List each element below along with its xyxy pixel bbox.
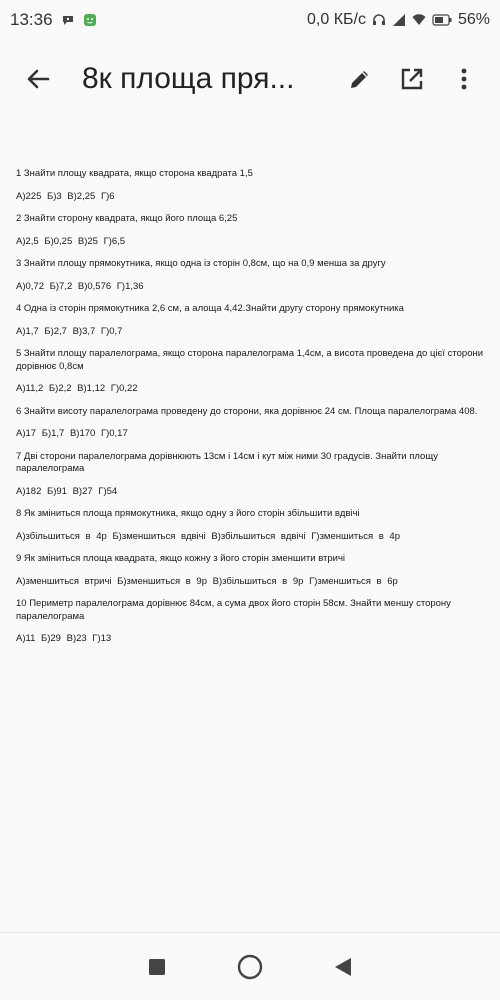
home-button[interactable] [234, 951, 266, 983]
question-text: 9 Як зміниться площа квадрата, якщо кожну з його сторін зменшити втричі [16, 553, 346, 564]
status-bar [0, 0, 500, 40]
answer-options: А)збільшиться в 4р Б)зменшиться вдвічі В)збільшиться вдвічі Г)зменшиться в 4р [16, 530, 401, 542]
app-bar [0, 40, 500, 118]
back-triangle-icon [334, 957, 352, 977]
question-item [8, 406, 492, 441]
answer-options: А)11,2 Б)2,2 В)1,12 Г)0,22 [16, 383, 138, 394]
signal-icon [392, 13, 406, 27]
answer-options: А)2,5 Б)0,25 В)25 Г)6,5 [16, 235, 126, 247]
answer-options: А)182 Б)91 В)27 Г)54 [16, 485, 118, 497]
question-item [8, 348, 492, 396]
open-external-icon [399, 66, 425, 92]
answer-options: А)11 Б)29 В)23 Г)13 [16, 633, 112, 644]
answer-options: А)1,7 Б)2,7 В)3,7 Г)0,7 [16, 325, 123, 337]
question-text: 1 Знайти площу квадрата, якщо сторона квадрата 1,5 [16, 168, 253, 179]
answer-options: А)0,72 Б)7,2 В)0,576 Г)1,36 [16, 280, 144, 292]
more-options-button[interactable] [446, 59, 482, 99]
back-button[interactable] [18, 59, 58, 99]
question-item [8, 451, 492, 499]
open-external-button[interactable] [394, 59, 430, 99]
notification-bubble-icon [61, 13, 75, 27]
question-text: 5 Знайти площу паралелограма, якщо сторона паралелограма 1,4см, а висота проведена до цієї сторони дорівнює 0,8см [16, 348, 484, 372]
question-text: 10 Периметр паралелограма дорівнює 84см, а сума двох його сторін 58см. Знайти меншу сторону паралелограма [16, 598, 451, 622]
arrow-back-icon [24, 65, 52, 93]
headphones-icon [372, 13, 386, 27]
status-left [10, 10, 97, 30]
status-time: 13:36 [10, 10, 53, 29]
question-item [8, 168, 492, 203]
net-speed: 0,0 КБ/с [307, 11, 366, 28]
question-item [8, 213, 492, 248]
recents-button[interactable] [141, 951, 173, 983]
document-page [8, 168, 492, 656]
question-item [8, 258, 492, 293]
recents-square-icon [148, 958, 166, 976]
question-text: 8 Як зміниться площа прямокутника, якщо одну з його сторін збільшити вдвічі [16, 508, 360, 519]
edit-button[interactable] [342, 59, 378, 99]
question-text: 4 Одна із сторін прямокутника 2,6 см, а алоща 4,42.Знайти другу сторону прямокутника [16, 303, 404, 314]
answer-options: А)225 Б)3 В)2,25 Г)6 [16, 190, 115, 202]
answer-options: А)17 Б)1,7 В)170 Г)0,17 [16, 428, 128, 439]
system-nav-bar [0, 932, 500, 1000]
question-text: 7 Дві сторони паралелограма дорівнюють 13см і 14см і кут між ними 30 градусів. Знайти площу паралелограма [16, 450, 438, 474]
question-text: 2 Знайти сторону квадрата, якщо його площа 6,25 [16, 213, 238, 224]
question-text: 6 Знайти висоту паралелограма проведену до сторони, яка дорівнює 24 см. Площа паралелограма 408. [16, 405, 478, 417]
question-item [8, 598, 492, 646]
battery-icon [432, 13, 452, 27]
answer-options: А)зменшиться втричі Б)зменшиться в 9р В)збільшиться в 9р Г)зменшиться в 6р [16, 575, 398, 587]
document-title: 8к площа пря... [82, 62, 295, 95]
status-right [307, 11, 490, 29]
app-notification-icon [83, 13, 97, 27]
question-item [8, 508, 492, 543]
home-circle-icon [237, 954, 263, 980]
question-item [8, 303, 492, 338]
more-vert-icon [460, 66, 468, 92]
battery-level: 56% [457, 11, 490, 28]
question-text: 3 Знайти площу прямокутника, якщо одна із сторін 0,8см, що на 0,9 менша за другу [16, 258, 386, 269]
pencil-icon [347, 66, 373, 92]
question-item [8, 553, 492, 588]
wifi-icon [412, 13, 426, 27]
system-back-button[interactable] [327, 951, 359, 983]
